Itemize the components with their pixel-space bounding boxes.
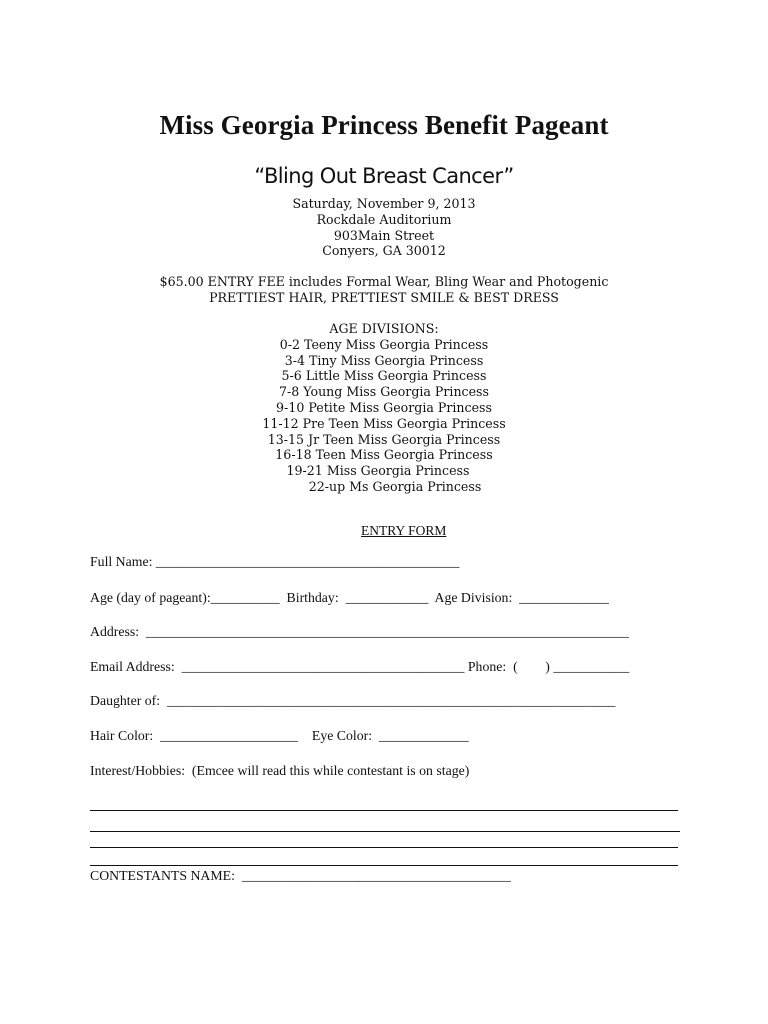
age-division-item: 16-18 Teen Miss Georgia Princess xyxy=(275,447,493,463)
event-date: Saturday, November 9, 2013 xyxy=(292,196,476,211)
interests-answer-line[interactable] xyxy=(90,865,678,866)
entry-form-heading: ENTRY FORM xyxy=(361,523,447,538)
age-division-item: 5-6 Little Miss Georgia Princess xyxy=(281,368,487,384)
daughter-of-field[interactable]: Daughter of: _________________________________________________________________ xyxy=(90,693,616,708)
page-title: Miss Georgia Princess Benefit Pageant xyxy=(159,110,609,140)
age-birthday-division-field[interactable]: Age (day of pageant):__________ Birthday: ____________ Age Division: _____________ xyxy=(90,590,609,605)
age-division-item: 13-15 Jr Teen Miss Georgia Princess xyxy=(267,431,501,447)
age-division-item: 9-10 Petite Miss Georgia Princess xyxy=(276,399,492,415)
age-division-item: 0-2 Teeny Miss Georgia Princess xyxy=(279,336,489,352)
contestant-name-field[interactable]: CONTESTANTS NAME: _______________________________________ xyxy=(90,868,511,883)
age-divisions-heading: AGE DIVISIONS: xyxy=(329,321,439,336)
fee-details xyxy=(0,274,768,306)
fee-line-2: PRETTIEST HAIR, PRETTIEST SMILE & BEST DRESS xyxy=(209,289,559,305)
interests-answer-line[interactable] xyxy=(90,847,678,848)
age-divisions xyxy=(0,321,768,495)
event-details xyxy=(0,196,768,259)
age-division-item: 11-12 Pre Teen Miss Georgia Princess xyxy=(262,415,506,431)
interests-answer-line[interactable] xyxy=(90,810,678,811)
event-venue: Rockdale Auditorium xyxy=(316,211,452,227)
fee-line-1: $65.00 ENTRY FEE includes Formal Wear, Bling Wear and Photogenic xyxy=(159,274,609,289)
interests-label: Interest/Hobbies: (Emcee will read this while contestant is on stage) xyxy=(90,763,470,778)
email-phone-field[interactable]: Email Address: _________________________________________ Phone: ( ) ___________ xyxy=(90,659,630,674)
address-field[interactable]: Address: ______________________________________________________________________ xyxy=(90,624,629,639)
interests-answer-line[interactable] xyxy=(90,831,680,832)
page-subtitle: “Bling Out Breast Cancer” xyxy=(254,164,514,188)
age-division-item: 3-4 Tiny Miss Georgia Princess xyxy=(284,352,484,368)
age-division-item: 19-21 Miss Georgia Princess xyxy=(286,463,470,479)
hair-eye-color-field[interactable]: Hair Color: ____________________ Eye Color: _____________ xyxy=(90,728,469,743)
age-division-item: 7-8 Young Miss Georgia Princess xyxy=(278,384,489,400)
full-name-field[interactable]: Full Name: ____________________________________________ xyxy=(90,554,460,569)
event-city: Conyers, GA 30012 xyxy=(322,243,446,259)
age-division-item: 22-up Ms Georgia Princess xyxy=(308,478,482,494)
event-street: 903Main Street xyxy=(333,227,435,243)
